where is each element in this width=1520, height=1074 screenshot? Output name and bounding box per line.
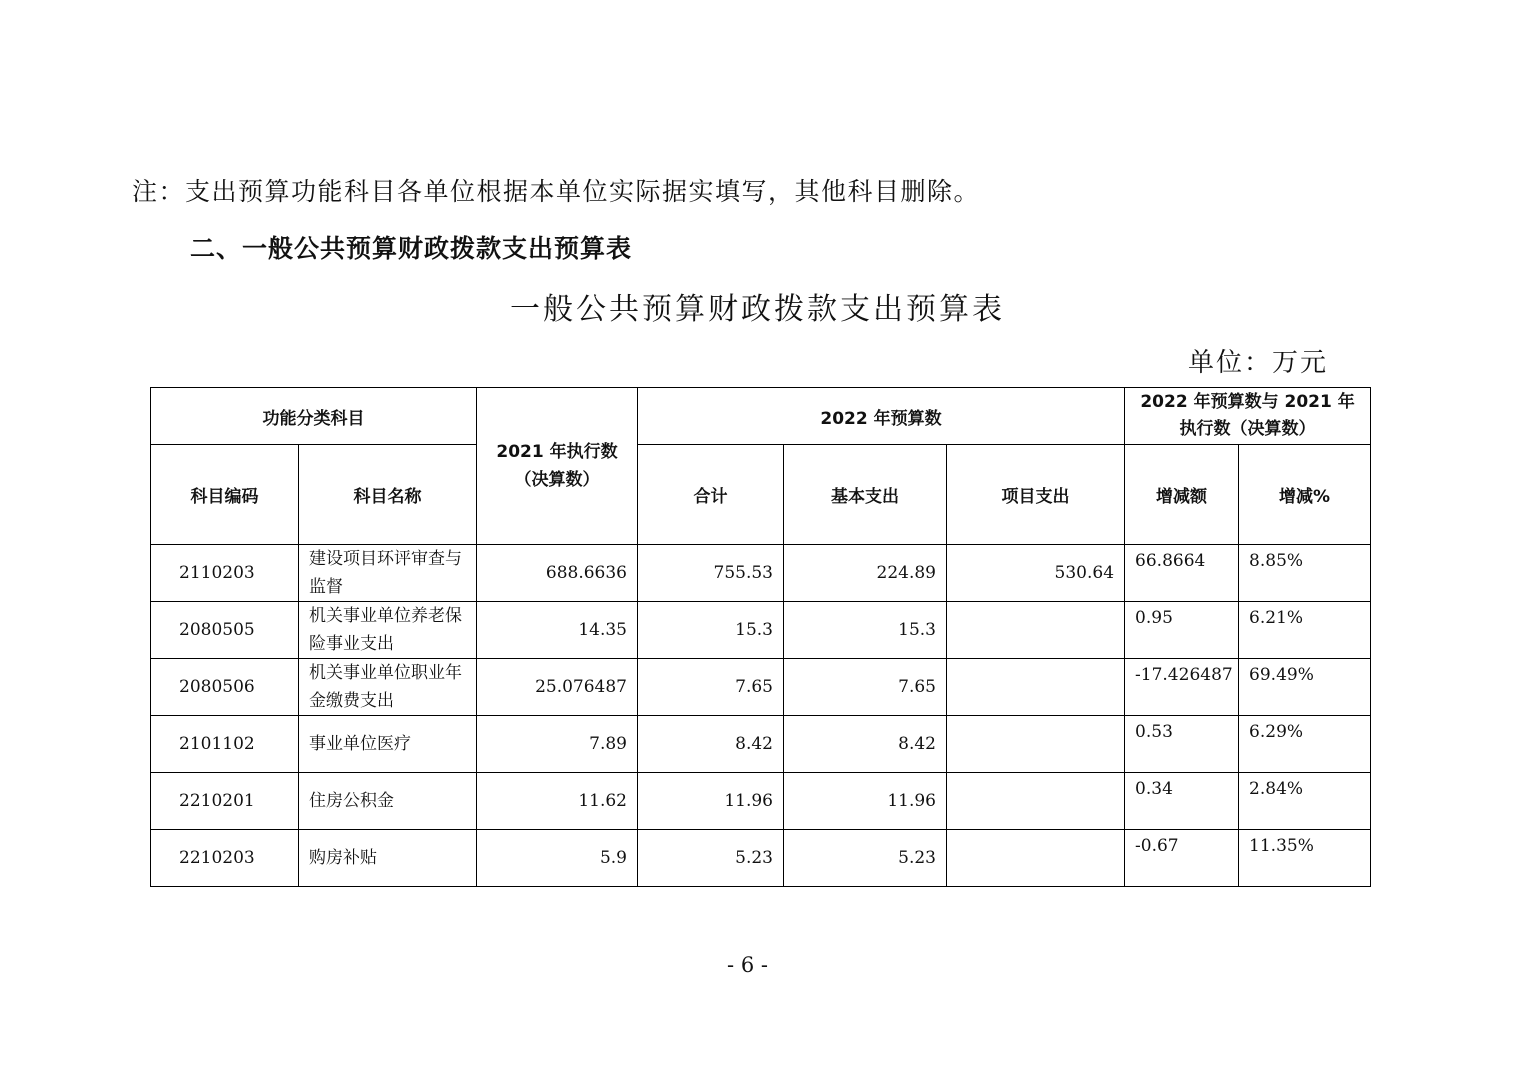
change-amount-cell: -17.426487	[1125, 659, 1239, 716]
table-row	[151, 830, 1371, 887]
subject-name-cell: 机关事业单位职业年金缴费支出	[299, 659, 477, 716]
subject-code-cell: 2210203	[151, 830, 299, 887]
exec-2021-cell: 25.076487	[477, 659, 638, 716]
basic-cell: 15.3	[784, 602, 947, 659]
project-cell	[947, 830, 1125, 887]
subject-name-cell: 事业单位医疗	[299, 716, 477, 773]
total-cell: 11.96	[638, 773, 784, 830]
change-pct-cell: 8.85%	[1239, 545, 1371, 602]
subject-name-cell: 建设项目环评审查与监督	[299, 545, 477, 602]
table-row	[151, 659, 1371, 716]
exec-2021-cell: 14.35	[477, 602, 638, 659]
change-pct-cell: 69.49%	[1239, 659, 1371, 716]
table-row	[151, 773, 1371, 830]
project-cell	[947, 602, 1125, 659]
change-pct-cell: 6.21%	[1239, 602, 1371, 659]
exec-2021-cell: 688.6636	[477, 545, 638, 602]
exec-2021-cell: 11.62	[477, 773, 638, 830]
total-cell: 7.65	[638, 659, 784, 716]
total-cell: 15.3	[638, 602, 784, 659]
change-pct-cell: 2.84%	[1239, 773, 1371, 830]
subject-name-cell: 机关事业单位养老保险事业支出	[299, 602, 477, 659]
note-text: 注：支出预算功能科目各单位根据本单位实际据实填写，其他科目删除。	[132, 177, 981, 206]
basic-cell: 224.89	[784, 545, 947, 602]
section-heading: 二、一般公共预算财政拨款支出预算表	[190, 234, 633, 263]
project-cell: 530.64	[947, 545, 1125, 602]
change-pct-cell: 11.35%	[1239, 830, 1371, 887]
total-cell: 5.23	[638, 830, 784, 887]
basic-cell: 11.96	[784, 773, 947, 830]
project-cell	[947, 659, 1125, 716]
table-row	[151, 716, 1371, 773]
page-number: - 6 -	[727, 953, 768, 977]
subject-name-cell: 住房公积金	[299, 773, 477, 830]
basic-cell: 5.23	[784, 830, 947, 887]
change-amount-cell: 0.95	[1125, 602, 1239, 659]
header-project: 项目支出	[947, 445, 1125, 545]
header-functional-class: 功能分类科目	[151, 388, 477, 445]
subject-code-cell: 2080506	[151, 659, 299, 716]
subject-code-cell: 2080505	[151, 602, 299, 659]
exec-2021-cell: 5.9	[477, 830, 638, 887]
total-cell: 755.53	[638, 545, 784, 602]
table-title: 一般公共预算财政拨款支出预算表	[510, 292, 1005, 327]
basic-cell: 8.42	[784, 716, 947, 773]
header-change-pct: 增减%	[1239, 445, 1371, 545]
change-amount-cell: 0.53	[1125, 716, 1239, 773]
budget-table	[150, 387, 1371, 887]
basic-cell: 7.65	[784, 659, 947, 716]
header-basic: 基本支出	[784, 445, 947, 545]
header-total: 合计	[638, 445, 784, 545]
unit-label: 单位：万元	[1187, 348, 1328, 378]
change-amount-cell: 0.34	[1125, 773, 1239, 830]
header-change-amount: 增减额	[1125, 445, 1239, 545]
change-amount-cell: 66.8664	[1125, 545, 1239, 602]
header-exec-2021: 2021 年执行数（决算数）	[477, 388, 638, 545]
subject-code-cell: 2210201	[151, 773, 299, 830]
change-pct-cell: 6.29%	[1239, 716, 1371, 773]
header-subject-name: 科目名称	[299, 445, 477, 545]
table-row	[151, 602, 1371, 659]
total-cell: 8.42	[638, 716, 784, 773]
subject-name-cell: 购房补贴	[299, 830, 477, 887]
header-subject-code: 科目编码	[151, 445, 299, 545]
change-amount-cell: -0.67	[1125, 830, 1239, 887]
subject-code-cell: 2101102	[151, 716, 299, 773]
project-cell	[947, 716, 1125, 773]
subject-code-cell: 2110203	[151, 545, 299, 602]
header-budget-2022: 2022 年预算数	[638, 388, 1125, 445]
exec-2021-cell: 7.89	[477, 716, 638, 773]
header-comparison: 2022 年预算数与 2021 年执行数（决算数）	[1125, 388, 1371, 445]
table-row	[151, 545, 1371, 602]
project-cell	[947, 773, 1125, 830]
